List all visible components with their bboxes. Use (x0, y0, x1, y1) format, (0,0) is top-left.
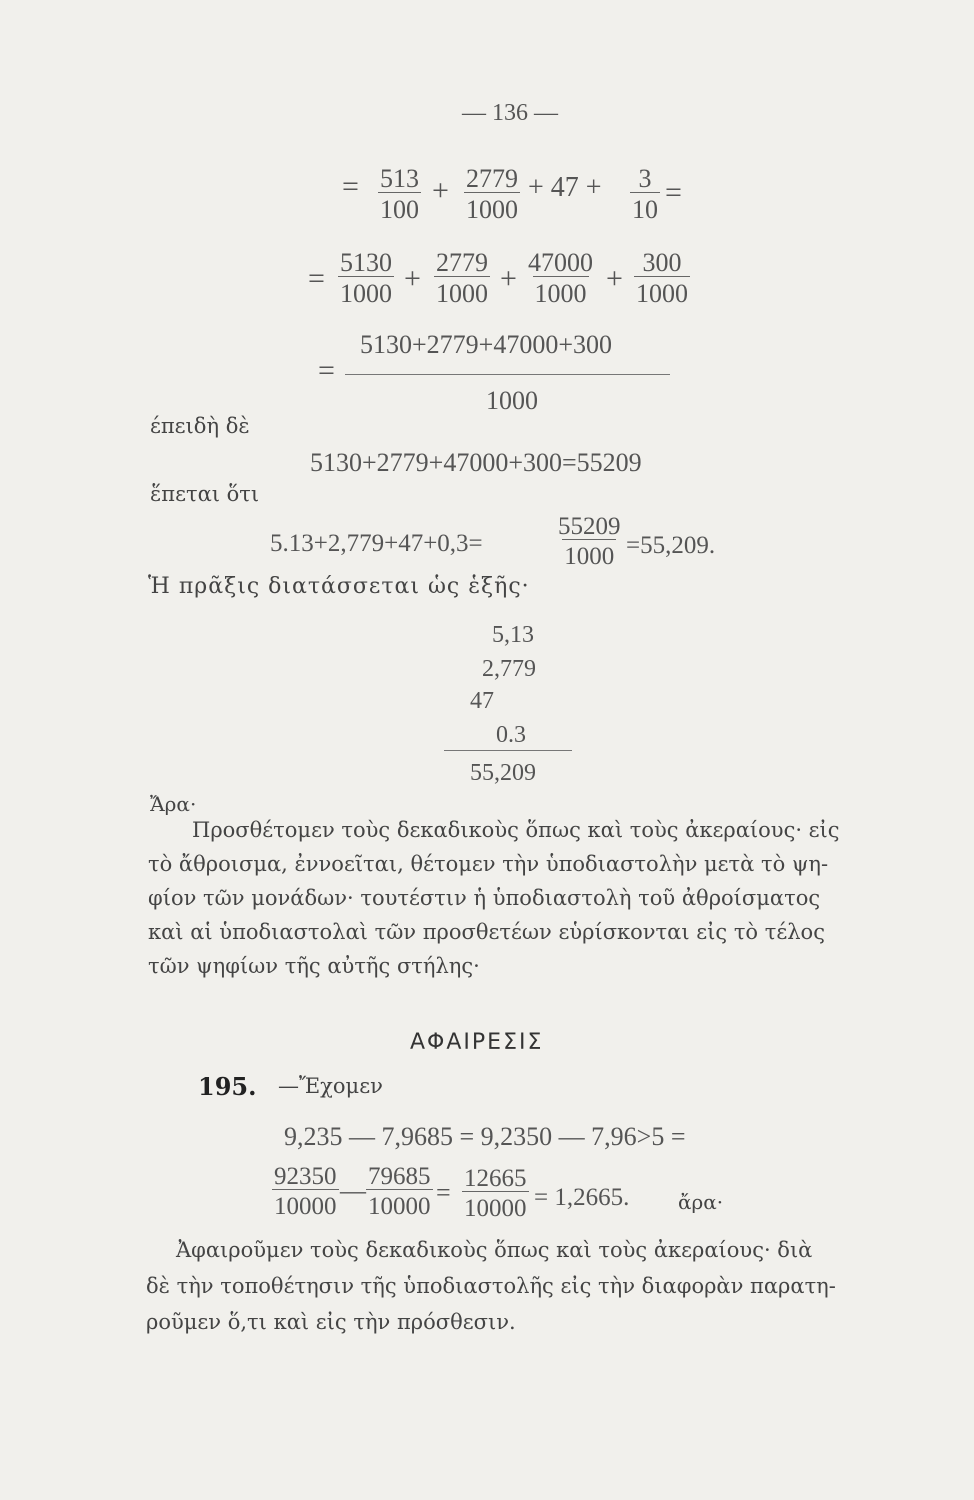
fraction: $\frac{5130}{1000}$ (340, 248, 392, 308)
label-follows: ἕπεται ὅτι (150, 482, 260, 506)
therefore-label: Ἄρα· (150, 792, 197, 816)
section-title: ΑΦΑΙΡΕΣΙΣ (410, 1030, 544, 1055)
difference-result: = 1,2665. (534, 1184, 630, 1211)
paragraph-line: Ἀφαιροῦμεν τοὺς δεκαδικοὺς ὅπως καὶ τοὺς ἀκεραίους· διὰ (176, 1238, 813, 1262)
page-number: — 136 — (462, 100, 558, 126)
equation-middle: + 47 + (528, 172, 602, 203)
addition-total: 55,209 (470, 760, 536, 786)
label-since: έπειδὴ δὲ (150, 414, 250, 438)
minus-sign: — (340, 1176, 366, 1205)
paragraph-line: Προσθέτομεν τοὺς δεκαδικοὺς ὅπως καὶ τοὺς ἀκεραίους· εἰς (192, 818, 840, 842)
addend-row: 2,779 (482, 656, 536, 682)
equals-sign: = (318, 354, 335, 387)
operation-intro: Ἡ πρᾶξις διατάσσεται ὡς ἑξῆς· (148, 574, 530, 599)
fraction: $\frac{12665}{10000}$ (464, 1165, 527, 1222)
fraction: $\frac{2779}{1000}$ (436, 248, 488, 308)
equals-sign: = (308, 262, 325, 295)
fraction: $\frac{3}{10}$ (632, 164, 658, 224)
decimal-sum-lhs: 5.13+2,779+47+0,3= (270, 530, 483, 557)
equation-line-4: 5130+2779+47000+300=55209 (310, 448, 642, 477)
equals-sign: = (342, 170, 359, 203)
plus-sign: + (500, 262, 517, 295)
paragraph-line: τῶν ψηφίων τῆς αὐτῆς στήλης· (148, 954, 480, 978)
equation-line-6: 9,235 — 7,9685 = 9,2350 — 7,96>5 = (284, 1122, 686, 1151)
paragraph-line: τὸ ἄθροισμα, ἐννοεῖται, θέτομεν τὴν ὑποδιαστολὴν μετὰ τὸ ψη- (148, 852, 829, 876)
equals-sign: = (436, 1178, 451, 1207)
paragraph-line: δὲ τὴν τοποθέτησιν τῆς ὑποδιαστολῆς εἰς τὴν διαφορὰν παρατη- (146, 1274, 836, 1298)
fraction-bar (345, 374, 670, 375)
paragraph-line: φίον τῶν μονάδων· τουτέστιν ἡ ὑποδιαστολὴ τοῦ ἀθροίσματος (148, 886, 821, 910)
fraction: $\frac{79685}{10000}$ (368, 1163, 431, 1220)
sum-numerator: 5130+2779+47000+300 (360, 330, 612, 359)
section-number: 195. (198, 1072, 257, 1101)
plus-sign: + (432, 174, 449, 207)
plus-sign: + (404, 262, 421, 295)
section-intro: —Ἔχομεν (278, 1074, 383, 1098)
paragraph-line: καὶ αἱ ὑποδιαστολαὶ τῶν προσθετέων εὑρίσκονται εἰς τὸ τέλος (148, 920, 825, 944)
equals-sign: = (665, 176, 682, 209)
paragraph-line: ροῦμεν ὅ,τι καὶ εἰς τὴν πρόσθεσιν. (146, 1310, 516, 1334)
fraction: $\frac{300}{1000}$ (636, 248, 688, 308)
addend-row: 47 (470, 688, 494, 714)
sum-denominator: 1000 (486, 386, 538, 415)
plus-sign: + (606, 262, 623, 295)
addend-row: 5,13 (492, 622, 534, 648)
decimal-sum-rhs: =55,209. (626, 532, 716, 559)
fraction: $\frac{2779}{1000}$ (466, 164, 518, 224)
fraction: $\frac{47000}{1000}$ (528, 248, 593, 308)
fraction: $\frac{92350}{10000}$ (274, 1163, 337, 1220)
fraction: $\frac{513}{100}$ (380, 164, 419, 224)
sum-rule (444, 750, 572, 751)
fraction: $\frac{55209}{1000}$ (558, 513, 621, 570)
therefore-label: ἄρα· (678, 1190, 724, 1214)
addend-row: 0.3 (496, 722, 526, 748)
